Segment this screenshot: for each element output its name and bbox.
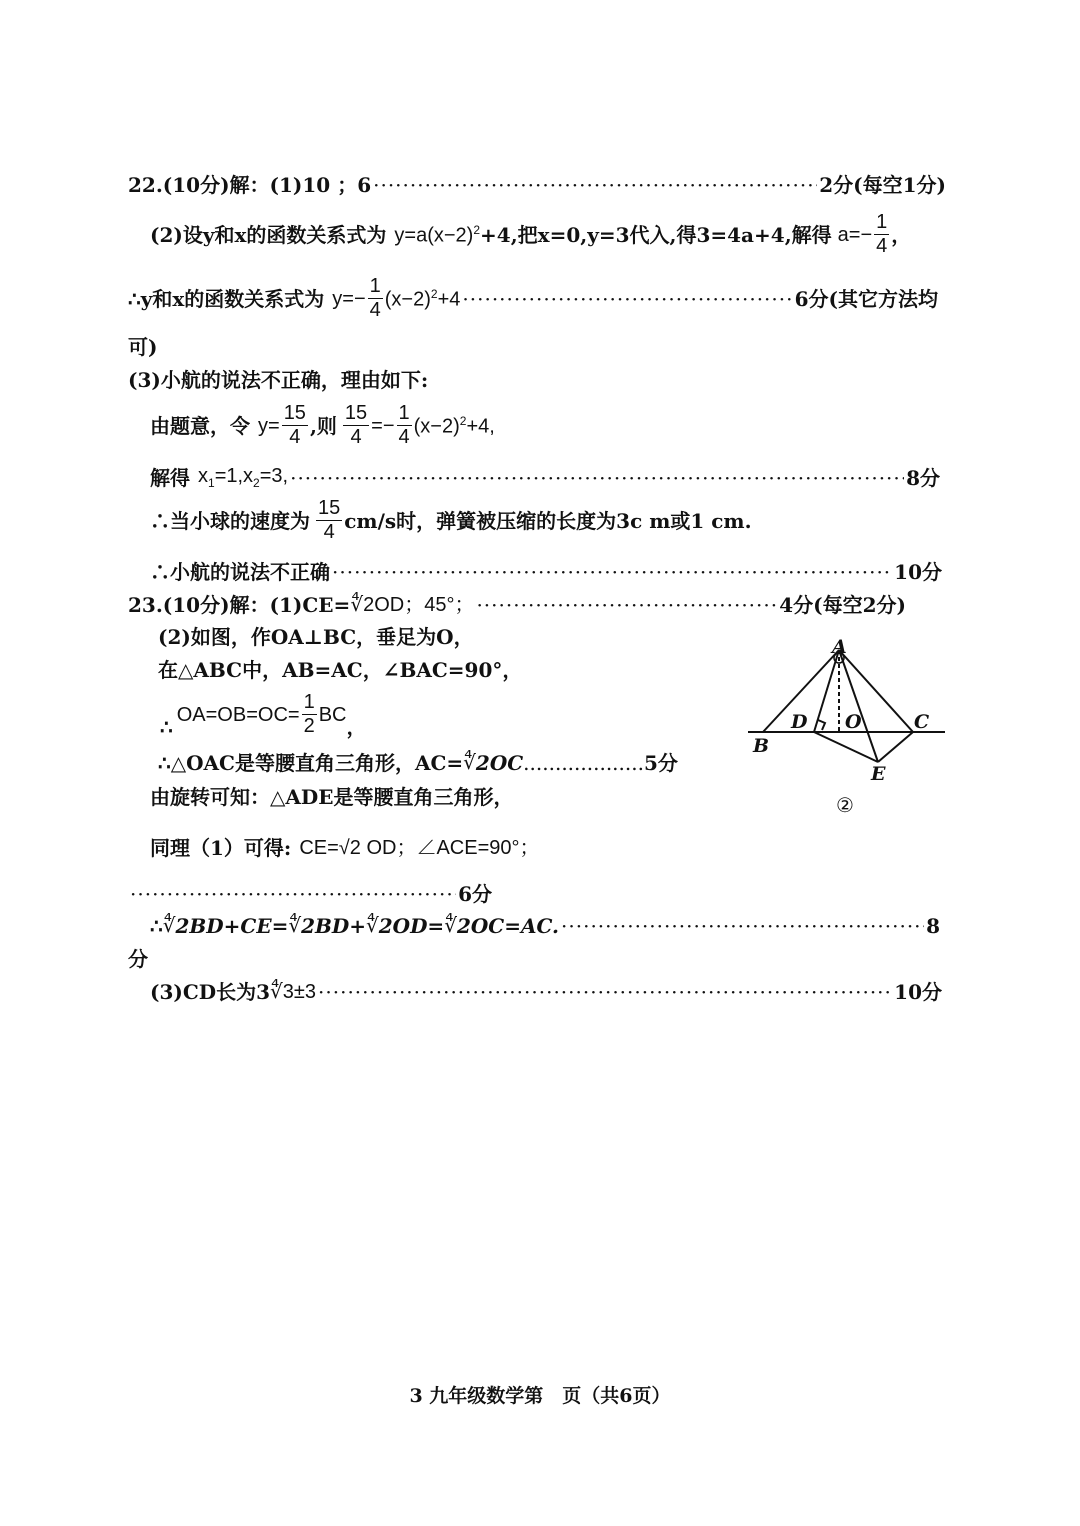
leader-dots	[290, 468, 904, 488]
exponent: 2	[430, 286, 438, 301]
segment-ce	[878, 732, 913, 762]
formula-text: +4,	[466, 415, 495, 438]
q23-line5	[158, 753, 678, 773]
frac-den: 2	[303, 715, 315, 737]
formula-text: 2OC=AC.	[456, 914, 560, 938]
formula-text: +4	[437, 288, 461, 311]
root-sign: ∜	[350, 594, 364, 616]
q23-line9-score: 8	[926, 914, 940, 938]
q23-line5-formula: 2OC	[475, 751, 524, 775]
label-e: E	[871, 763, 886, 785]
therefore-sign: ∴	[150, 914, 163, 938]
q23-line6-text: 由旋转可知：△ADE是等腰直角三角形，	[150, 785, 514, 809]
q22-part2-tail: +4,把x=0,y=3代入,得3=4a+4,解得	[480, 222, 832, 247]
q22-line9-text: ∴小航的说法不正确	[150, 560, 330, 584]
q22-line7-score: 8分	[906, 465, 940, 490]
fraction-1-4	[874, 212, 889, 257]
q22-line8	[150, 498, 752, 543]
figure-caption: ②	[836, 793, 854, 817]
triangle-figure	[745, 636, 950, 786]
q22-line4	[128, 337, 157, 357]
fraction-1-2	[302, 692, 317, 737]
fraction-15-4	[343, 403, 369, 448]
frac-num: 15	[318, 497, 341, 519]
formula-text: 2OD=	[378, 914, 445, 938]
page-footer: 3 九年级数学第 页（共6页）	[409, 1385, 671, 1407]
q23-line7	[150, 838, 540, 858]
formula-text: 2BD+	[301, 914, 366, 938]
a-equals: a=−	[837, 223, 873, 246]
q22-part3	[128, 370, 428, 390]
q23-line7-label: 同理（1）可得:	[150, 836, 292, 860]
q22-line3-score: 6分(其它方法均	[794, 286, 938, 311]
q22-head-score: 2分(每空1分)	[819, 173, 946, 197]
root-sign: ∜	[288, 915, 302, 937]
comma: ，	[346, 715, 367, 739]
q23-line3-text: 在△ABC中，AB=AC，∠BAC=90°，	[158, 658, 523, 682]
q23-line4-formula: OA=OB=OC=	[176, 703, 300, 726]
formula-text: 2BD+CE=	[175, 914, 289, 938]
root-sign: ∜	[366, 915, 379, 937]
q23-line6	[150, 787, 514, 807]
q22-head-text: 22.(10分)解：(1)10 ；6	[128, 173, 372, 197]
leader-dots	[130, 884, 456, 904]
label-a: A	[832, 636, 847, 658]
then-text: ,则	[309, 413, 337, 438]
q22-part2-label: (2)设y和x的函数关系式为	[150, 222, 387, 247]
fraction-1-4	[368, 276, 383, 321]
root-sign: ∜	[270, 981, 283, 1003]
frac-num: 15	[344, 402, 368, 424]
formula-text: (x−2)	[384, 288, 431, 311]
q23-line11	[150, 982, 942, 1002]
leader-dots	[476, 595, 777, 615]
frac-num: 1	[303, 691, 315, 713]
subscript: 1	[208, 476, 215, 490]
segment-ae	[839, 650, 878, 762]
leader-dots	[318, 982, 892, 1002]
q22-line3-formula	[385, 288, 461, 310]
exponent: 2	[473, 222, 481, 237]
q22-line3	[128, 276, 938, 321]
formula-text: (x−2)	[413, 415, 460, 438]
root-sign: ∜	[463, 752, 476, 774]
exponent: 2	[459, 413, 467, 428]
q22-part2-formula	[394, 224, 480, 246]
subscript: 2	[253, 476, 260, 490]
leader-dots	[332, 562, 892, 582]
q22-line6-formula	[414, 415, 495, 437]
q23-line7-formula: CE=	[299, 837, 339, 859]
q23-head	[128, 595, 906, 615]
therefore-sign: ∴	[160, 715, 173, 739]
q23-line10-text: 分	[128, 947, 148, 971]
frac-den: 4	[323, 521, 335, 543]
right-angle-mark	[818, 720, 825, 730]
q22-head	[128, 175, 946, 195]
q23-line5-score: 5分	[643, 751, 678, 775]
label-b: B	[753, 735, 770, 757]
fraction-1-4	[397, 403, 412, 448]
frac-num: 1	[876, 211, 888, 233]
frac-den: 4	[350, 426, 362, 448]
q23-head-score: 4分(每空2分)	[779, 593, 906, 617]
formula-text: =3,	[259, 465, 289, 487]
frac-num: 1	[369, 275, 381, 297]
q22-line9	[150, 562, 942, 582]
frac-num: 15	[283, 402, 306, 424]
q22-line8-label: ∴当小球的速度为	[150, 508, 310, 533]
equals-minus: =−	[371, 414, 395, 437]
q22-line4-text: 可)	[128, 335, 158, 359]
q23-line5-text: ∴△OAC是等腰直角三角形，AC=	[158, 751, 464, 775]
label-c: C	[914, 711, 930, 733]
q23-line10	[128, 949, 148, 969]
formula-text: x	[198, 465, 208, 487]
frac-den: 4	[289, 426, 301, 448]
label-d: D	[791, 711, 808, 733]
sqrt-sign: √	[338, 837, 350, 859]
frac-den: 4	[876, 235, 888, 257]
y-equals: y=−	[332, 287, 366, 310]
q23-line11-score: 10分	[894, 980, 942, 1004]
q23-line2	[158, 627, 474, 647]
root-sign: ∜	[444, 915, 457, 937]
q23-line7-formula2: 2 OD；∠ACE=90°；	[349, 837, 540, 859]
leader-dots	[373, 175, 817, 195]
leader-dots	[561, 916, 924, 936]
frac-den: 4	[398, 426, 410, 448]
q22-line9-score: 10分	[894, 560, 942, 584]
q22-line8-unit: cm/s时，弹簧被压缩的长度为3c m或1 cm.	[344, 508, 752, 533]
q22-line6	[150, 403, 495, 448]
frac-den: 4	[369, 299, 381, 321]
label-o: O	[845, 711, 862, 733]
y-equals: y=	[258, 414, 280, 437]
formula-text: y=a(x−2)	[394, 224, 474, 247]
bc-text: BC	[318, 703, 347, 726]
fraction-15-4	[316, 498, 342, 543]
q23-line3	[158, 660, 522, 680]
q22-line7	[150, 466, 940, 489]
formula-text: =1,x	[214, 465, 254, 487]
q23-line9	[150, 916, 940, 936]
q22-part2	[150, 212, 911, 257]
q23-line2-text: (2)如图，作OA⊥BC，垂足为O，	[158, 625, 474, 649]
frac-num: 1	[398, 402, 410, 424]
q23-line11-formula: 3±3	[282, 981, 317, 1003]
fraction-15-4	[282, 403, 308, 448]
q22-part3-text: (3)小航的说法不正确，理由如下:	[128, 368, 429, 392]
solve-label: 解得	[150, 465, 190, 490]
leader-dots: ...................	[523, 751, 644, 775]
q23-head-formula: 2OD；45°；	[363, 594, 475, 616]
q22-line3-label: ∴y和x的函数关系式为	[128, 286, 325, 311]
q22-line6-label: 由题意，令	[150, 413, 250, 438]
q23-line4	[160, 692, 367, 737]
comma: ，	[891, 222, 912, 247]
q23-line11-label: (3)CD长为3	[150, 980, 271, 1004]
roots-formula	[198, 466, 288, 489]
q23-line8	[128, 884, 492, 904]
leader-dots	[462, 289, 792, 309]
root-sign: ∜	[162, 915, 176, 937]
q23-head-text: 23.(10分)解：(1)CE=	[128, 593, 351, 617]
q23-line8-score: 6分	[458, 882, 492, 906]
